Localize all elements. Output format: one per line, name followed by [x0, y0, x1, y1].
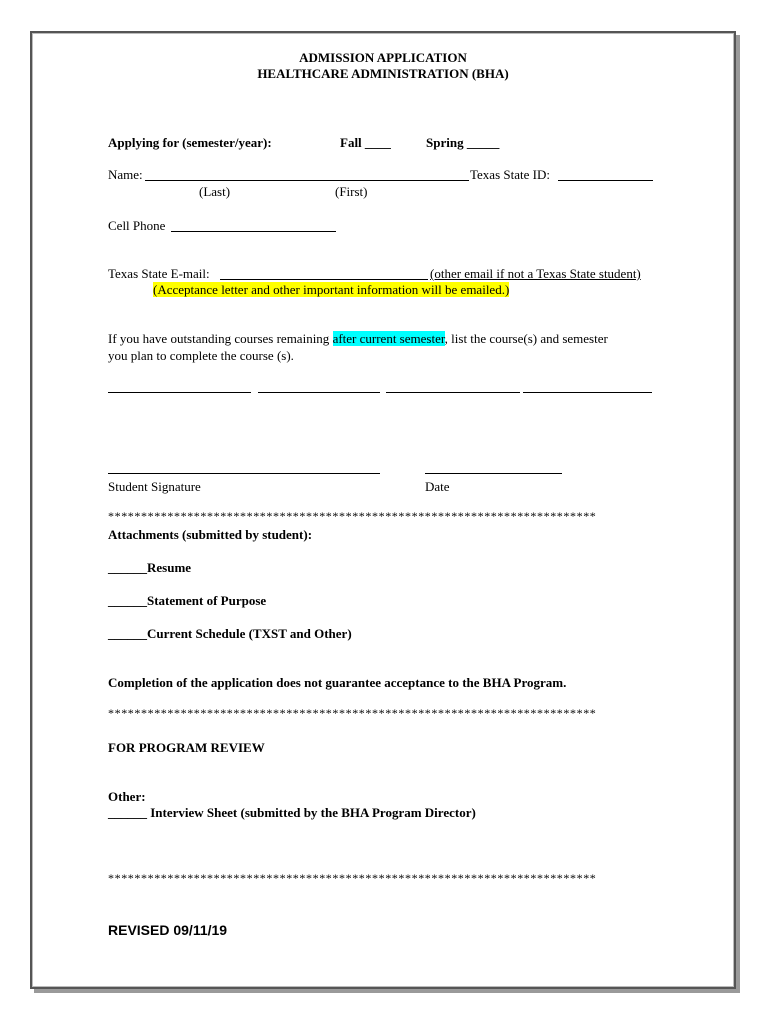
attachment-resume[interactable]: [108, 560, 191, 575]
courses-text-before: If you have outstanding courses remaining: [108, 331, 333, 346]
program-review-heading: FOR PROGRAM REVIEW: [108, 740, 265, 755]
email-input-line[interactable]: [220, 279, 428, 280]
separator-3: **************************************************************************: [108, 871, 597, 885]
signature-line[interactable]: [108, 473, 380, 474]
applying-label: Applying for (semester/year):: [108, 135, 272, 150]
cell-phone-label: Cell Phone: [108, 218, 166, 233]
interview-blank[interactable]: ______: [108, 805, 147, 820]
last-name-hint: (Last): [199, 184, 231, 199]
email-note: [153, 282, 509, 297]
fall-field[interactable]: Fall ____: [340, 135, 391, 150]
student-signature-label: Student Signature: [108, 479, 201, 494]
statement-blank[interactable]: ______: [108, 593, 147, 608]
separator-2: **************************************************************************: [108, 706, 597, 720]
course-line-2[interactable]: [258, 392, 380, 393]
other-label: Other:: [108, 789, 146, 804]
courses-instruction-line1: [108, 331, 608, 346]
email-label: Texas State E-mail:: [108, 266, 210, 281]
course-line-1[interactable]: [108, 392, 251, 393]
interview-sheet-item[interactable]: [108, 805, 476, 820]
disclaimer-text: Completion of the application does not guarantee acceptance to the BHA Program.: [108, 675, 567, 690]
attachments-heading: Attachments (submitted by student):: [108, 527, 313, 542]
name-input-line[interactable]: [145, 180, 469, 181]
date-line[interactable]: [425, 473, 562, 474]
courses-highlight: after current semester: [332, 331, 445, 346]
cell-phone-input-line[interactable]: [171, 231, 336, 232]
attachment-statement[interactable]: [108, 593, 266, 608]
date-label: Date: [425, 479, 450, 494]
form-subtitle: HEALTHCARE ADMINISTRATION (BHA): [257, 66, 509, 81]
resume-blank[interactable]: ______: [108, 560, 147, 575]
name-label: Name:: [108, 167, 143, 182]
attachment-schedule[interactable]: [108, 626, 352, 641]
resume-label: Resume: [147, 560, 192, 575]
revised-date: REVISED 09/11/19: [108, 922, 228, 938]
course-line-4[interactable]: [523, 392, 652, 393]
form-title: ADMISSION APPLICATION: [299, 50, 467, 65]
courses-text-after: , list the course(s) and semester: [444, 331, 608, 346]
statement-label: Statement of Purpose: [147, 593, 267, 608]
spring-field[interactable]: Spring _____: [426, 135, 500, 150]
email-note-highlight: (Acceptance letter and other important information will be emailed.): [153, 282, 510, 297]
interview-label: Interview Sheet (submitted by the BHA Program Director): [147, 805, 476, 820]
schedule-label: Current Schedule (TXST and Other): [147, 626, 352, 641]
texas-state-id-label: Texas State ID:: [470, 167, 550, 182]
courses-instruction-line2: you plan to complete the course (s).: [108, 348, 294, 363]
texas-state-id-input-line[interactable]: [558, 180, 653, 181]
schedule-blank[interactable]: ______: [108, 626, 147, 641]
document-page: [30, 31, 736, 989]
other-email-hint: (other email if not a Texas State student): [430, 266, 641, 281]
first-name-hint: (First): [335, 184, 368, 199]
course-line-3[interactable]: [386, 392, 520, 393]
separator-1: **************************************************************************: [108, 509, 597, 523]
